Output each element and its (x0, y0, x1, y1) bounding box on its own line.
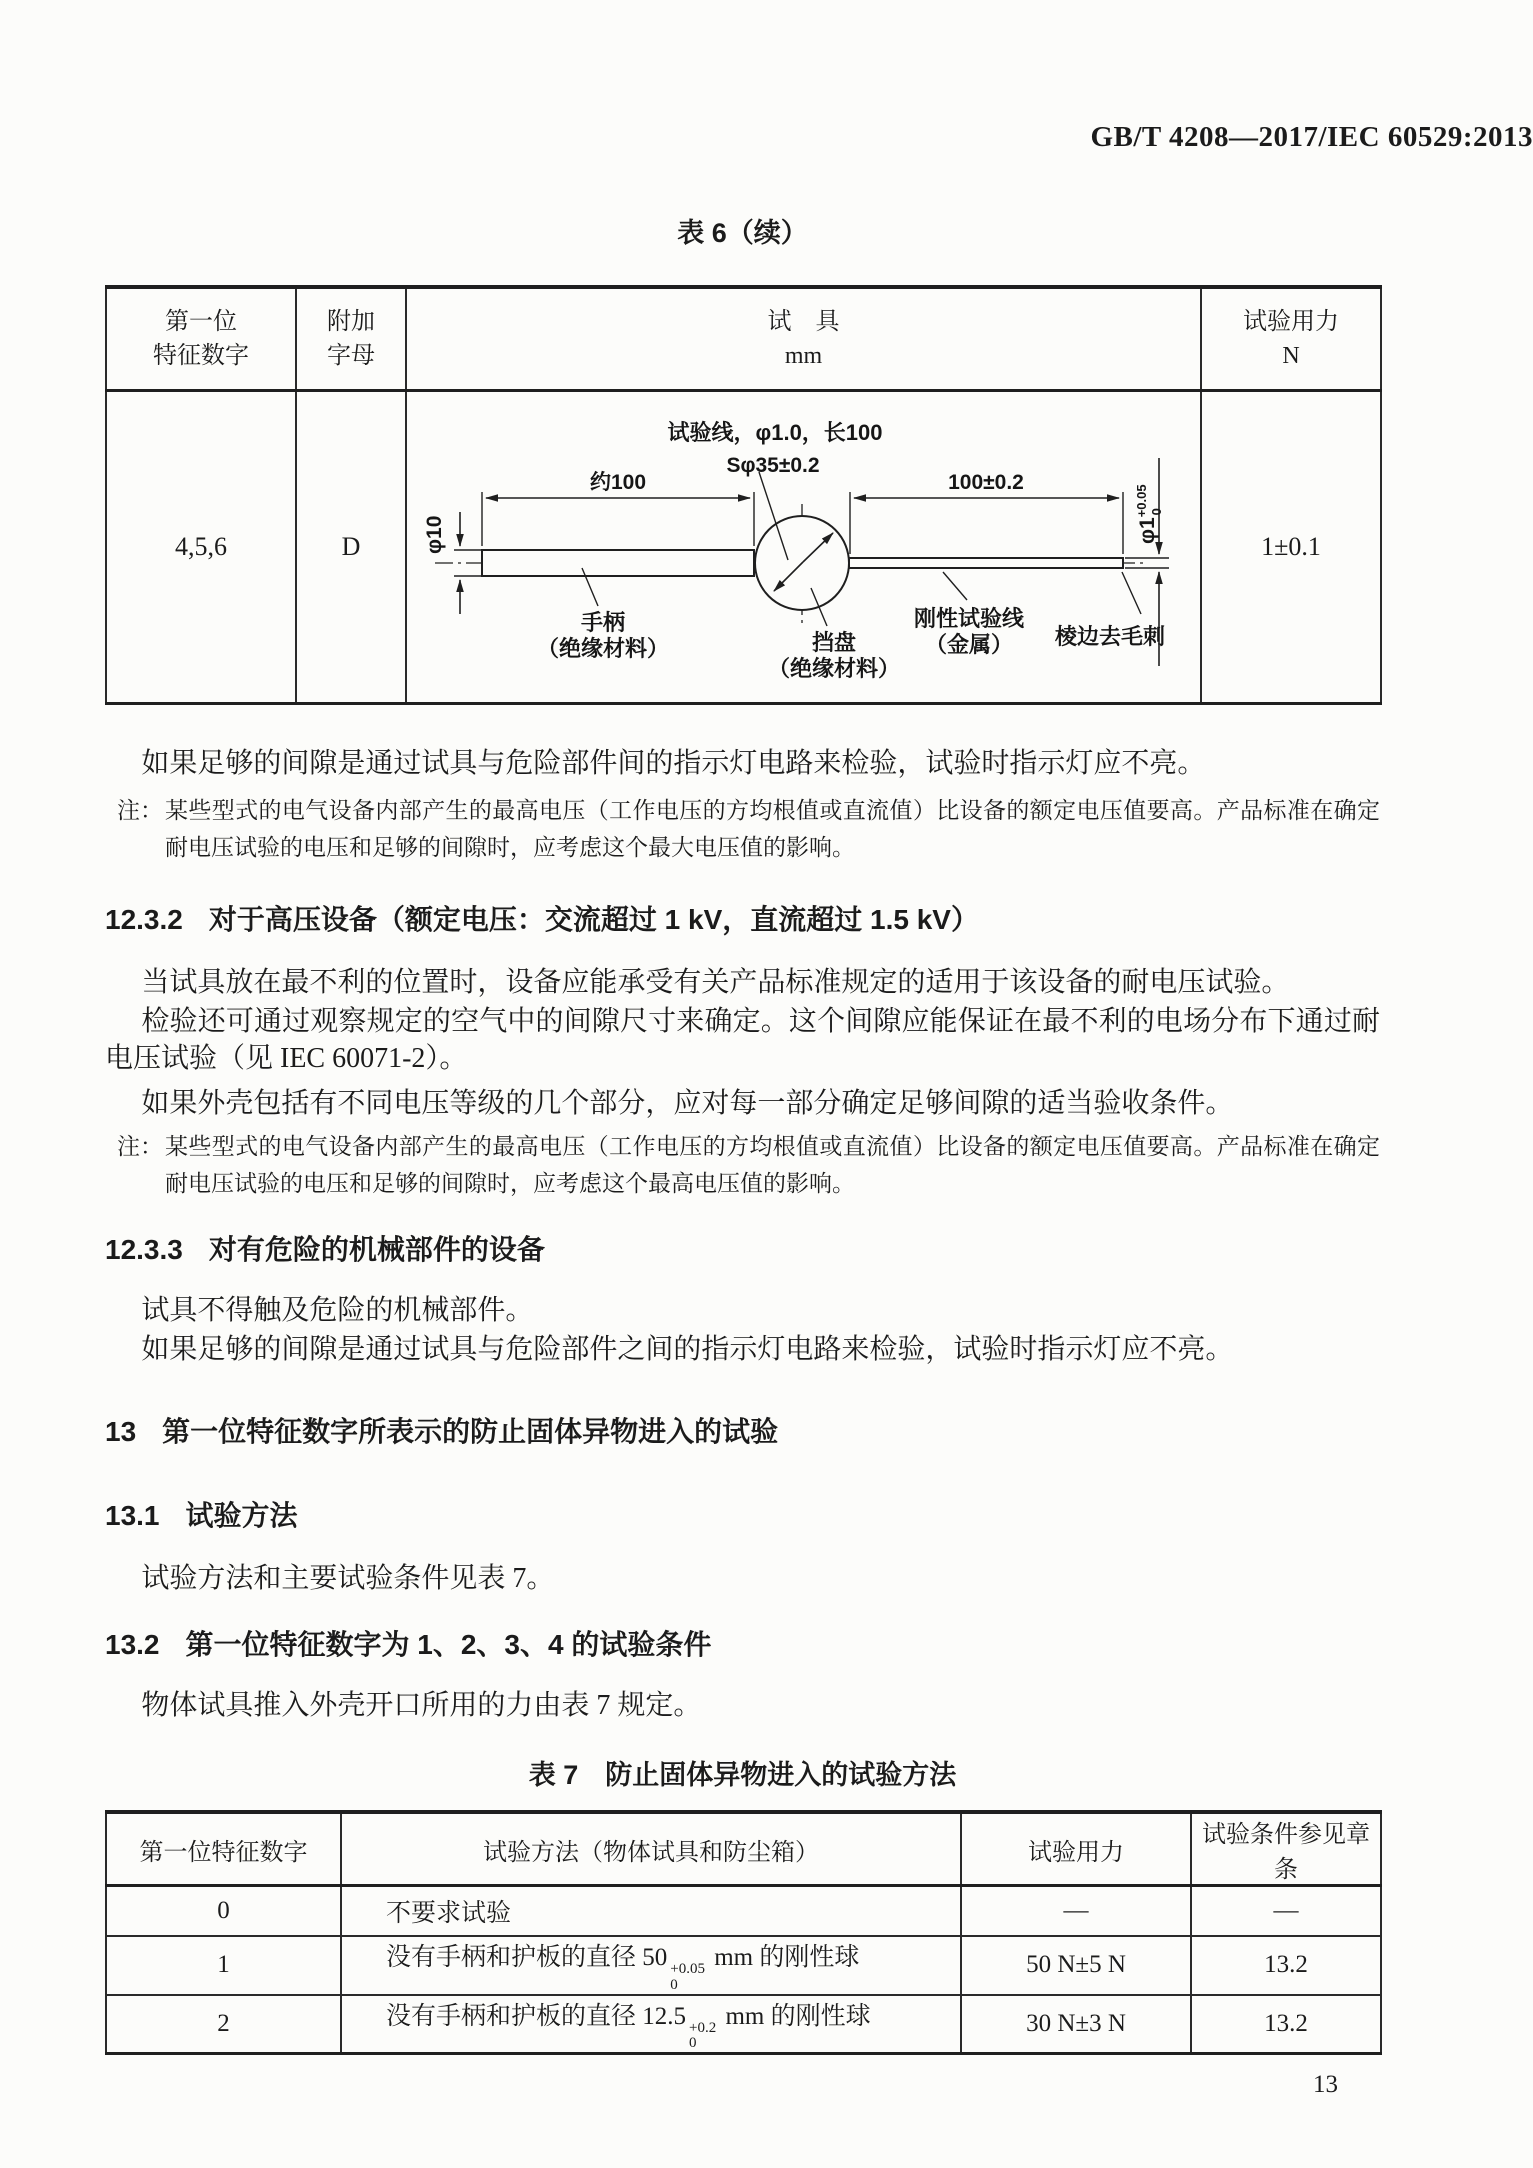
cell-clause: 13.2 (1191, 1995, 1381, 2054)
method-text: mm 的刚性球 (719, 2002, 871, 2030)
table7-header-row (106, 1812, 1381, 1886)
section-heading-13-1 (105, 1496, 1380, 1536)
table7-caption: 表 7 防止固体异物进入的试验方法 (528, 1760, 957, 1790)
method-text: 不要求试验 (386, 1900, 512, 1927)
table6-caption: 表 6（续） (677, 218, 808, 248)
method-text: 没有手柄和护板的直径 50 (386, 1944, 668, 1971)
method-text: 没有手柄和护板的直径 12.5 (386, 2002, 687, 2030)
tolerance (689, 2021, 716, 2053)
cell-clause: 13.2 (1191, 1936, 1381, 1995)
cell-clause: — (1191, 1886, 1381, 1937)
table6-row (106, 391, 1381, 704)
section-number: 13.1 (105, 1500, 160, 1531)
table7-col-clause: 试验条件参见章条 (1191, 1812, 1381, 1886)
table6-col-first-numeral (106, 287, 296, 391)
handle-rod (482, 550, 754, 576)
disc-material-label: （绝缘材料） (767, 656, 901, 681)
handle-length-label: 约100 (589, 471, 647, 494)
table6-col-test-probe (406, 287, 1201, 391)
section-heading-13-2 (105, 1625, 1380, 1665)
header-line: 特征数字 (153, 343, 249, 369)
method-text: mm 的刚性球 (707, 1944, 860, 1971)
cell-method (341, 1886, 961, 1937)
paragraph-withstand-test: 当试具放在最不利的位置时，设备应能承受有关产品标准规定的适用于该设备的耐电压试验。 (141, 967, 1290, 998)
leader-line-wire (943, 572, 967, 600)
disc-label: 挡盘 (811, 630, 857, 655)
header-line: 试 具 (767, 309, 840, 335)
table-row (106, 1995, 1381, 2054)
wire-dia-upper-tol: +0.05 (1134, 484, 1149, 518)
table6-col-test-force (1201, 287, 1381, 391)
table7-col-method: 试验方法（物体试具和防尘箱） (341, 1812, 961, 1886)
handle-label: 手柄 (580, 610, 626, 635)
section-title: 试验方法 (185, 1500, 298, 1531)
note-text: 某些型式的电气设备内部产生的最高电压（工作电压的方均根值或直流值）比设备的额定电压值要高。产品标准在确定耐电压试验的电压和足够的间隙时，应考虑这个最大电压值的影响。 (165, 798, 1380, 860)
cell-force: — (961, 1886, 1191, 1937)
header-line: 试验用力 (1243, 309, 1339, 335)
section-heading-12-3-3 (105, 1230, 1380, 1270)
table7 (105, 1810, 1382, 2055)
cell-probe-diagram (406, 391, 1201, 704)
table6-col-additional-letter (296, 287, 406, 391)
note-label: 注： (117, 1134, 163, 1159)
paragraph-enclosure-parts: 如果外壳包括有不同电压等级的几个部分，应对每一部分确定足够间隙的适当验收条件。 (141, 1088, 1234, 1119)
standard-number-header: GB/T 4208—2017/IEC 60529:2013 (1090, 121, 1533, 153)
cell-method (341, 1936, 961, 1995)
paragraph-lamp-check: 如果足够的间隙是通过试具与危险部件之间的指示灯电路来检验，试验时指示灯应不亮。 (141, 1334, 1234, 1365)
section-title: 对于高压设备（额定电压：交流超过 1 kV，直流超过 1.5 kV） (208, 904, 979, 935)
paragraph-clearance-check: 检验还可通过观察规定的空气中的间隙尺寸来确定。这个间隙应能保证在最不利的电场分布下通过耐电压试验（见 IEC 60071-2）。 (105, 1006, 1380, 1074)
cell-first-numerals: 4,5,6 (175, 532, 227, 561)
handle-dia-label: φ10 (423, 515, 446, 554)
paragraph-push-force: 物体试具推入外壳开口所用的力由表 7 规定。 (141, 1690, 702, 1721)
cell-force: 50 N±5 N (961, 1936, 1191, 1995)
section-title: 第一位特征数字所表示的防止固体异物进入的试验 (162, 1416, 779, 1447)
cell-numeral: 2 (217, 2009, 230, 2037)
header-line: 第一位 (165, 309, 237, 335)
section-title: 对有危险的机械部件的设备 (208, 1234, 545, 1265)
table6-header-row (106, 287, 1381, 391)
rigid-wire-label: 刚性试验线 (913, 606, 1025, 631)
paragraph-see-table7: 试验方法和主要试验条件见表 7。 (141, 1563, 555, 1594)
note-label: 注： (117, 798, 163, 823)
section-title: 第一位特征数字为 1、2、3、4 的试验条件 (185, 1629, 712, 1660)
note-text: 某些型式的电气设备内部产生的最高电压（工作电压的方均根值或直流值）比设备的额定电压值要高。产品标准在确定耐电压试验的电压和足够的间隙时，应考虑这个最高电压值的影响。 (165, 1134, 1380, 1196)
header-line: mm (784, 343, 823, 369)
table-row (106, 1936, 1381, 1995)
cell-test-force: 1±0.1 (1201, 391, 1381, 704)
table7-col-first-numeral: 第一位特征数字 (106, 1812, 341, 1886)
cell-method (341, 1995, 961, 2054)
header-line: 附加 (327, 309, 375, 335)
paragraph-no-touch: 试具不得触及危险的机械部件。 (141, 1295, 534, 1326)
header-line: N (1282, 343, 1300, 369)
wire-spec-label: 试验线，φ1.0，长100 (667, 420, 883, 445)
paragraph-indicator-lamp: 如果足够的间隙是通过试具与危险部件间的指示灯电路来检验，试验时指示灯应不亮。 (141, 748, 1206, 779)
section-heading-12-3-2 (105, 900, 1380, 940)
cell-numeral: 1 (106, 1936, 341, 1995)
tolerance-lower: 0 (689, 2035, 697, 2052)
note-block (105, 792, 1380, 866)
leader-line-deburr (1122, 572, 1141, 614)
tolerance-lower: 0 (670, 1976, 678, 1993)
rigid-test-wire (849, 558, 1123, 568)
sphere-dia-label: Sφ35±0.2 (726, 454, 820, 477)
tolerance-upper: +0.2 (689, 2019, 717, 2036)
table7-col-force: 试验用力 (961, 1812, 1191, 1886)
test-wire-probe-diagram (407, 392, 1202, 702)
table-row (106, 1886, 1381, 1937)
section-number: 12.3.3 (105, 1234, 183, 1265)
section-number: 13.2 (105, 1629, 160, 1660)
cell-force: 30 N±3 N (961, 1995, 1191, 2054)
page-content (105, 214, 1380, 2099)
rigid-wire-material-label: （金属） (924, 632, 1014, 657)
wire-dia-lower-tol: 0 (1149, 508, 1164, 516)
section-number: 12.3.2 (105, 904, 183, 935)
tolerance-upper: +0.05 (670, 1961, 705, 1977)
page-number: 13 (1313, 2071, 1338, 2098)
table6 (105, 285, 1382, 705)
wire-length-label: 100±0.2 (948, 471, 1024, 494)
cell-additional-letter: D (296, 391, 406, 704)
note-block (105, 1128, 1380, 1202)
cell-numeral: 0 (106, 1886, 341, 1937)
wire-dia-value: φ1 (1136, 517, 1159, 544)
section-heading-13 (105, 1412, 1380, 1452)
handle-material-label: （绝缘材料） (536, 636, 670, 661)
section-number: 13 (105, 1416, 137, 1447)
deburr-label: 棱边去毛刺 (1054, 624, 1166, 649)
tolerance (670, 1962, 705, 1994)
header-line: 字母 (327, 343, 375, 369)
